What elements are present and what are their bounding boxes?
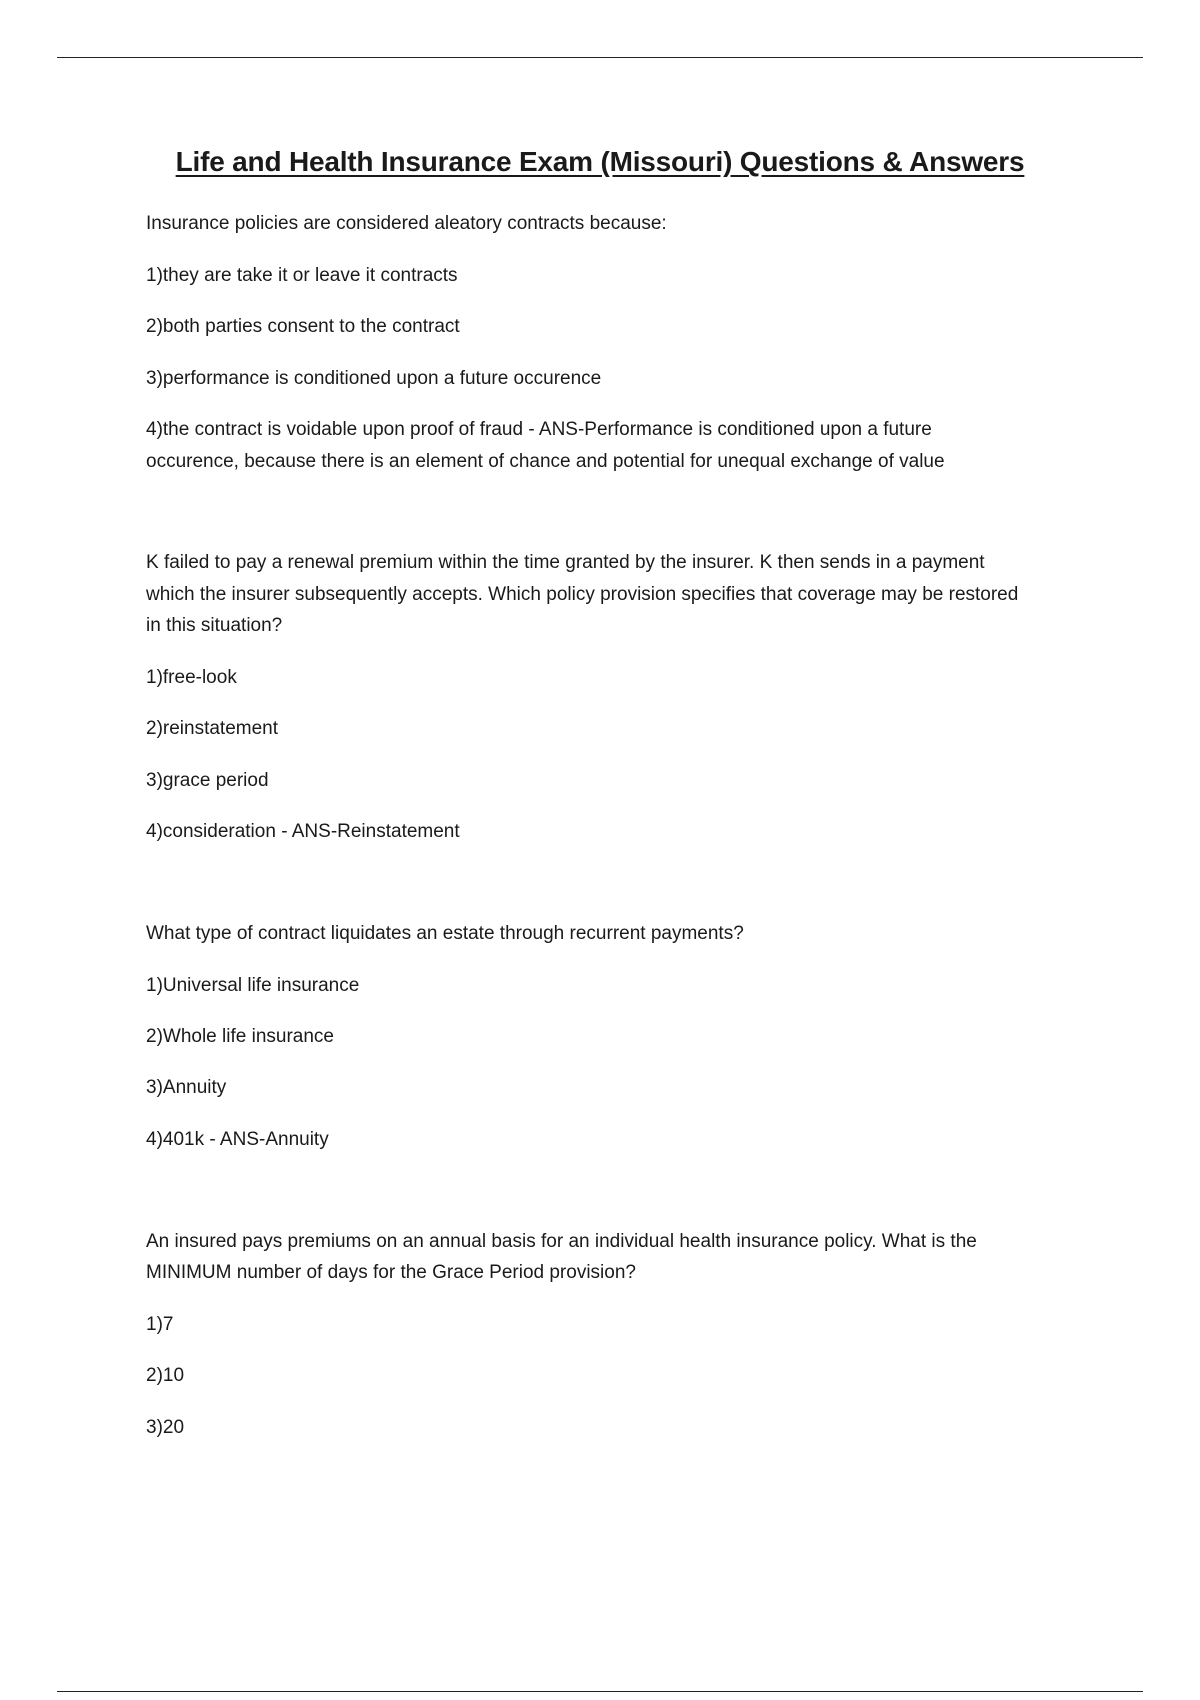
- question-2-text-line-1: K failed to pay a renewal premium within the time granted by the insurer. K then sends in a payment: [146, 552, 985, 573]
- question-2-text-line-2: which the insurer subsequently accepts. Which policy provision specifies that coverage may be restored: [146, 584, 1019, 605]
- question-2-option-1: 1)free-look: [146, 667, 237, 688]
- question-3-option-1: 1)Universal life insurance: [146, 975, 360, 996]
- question-1-text: Insurance policies are considered aleatory contracts because:: [146, 213, 667, 234]
- question-2-option-3: 3)grace period: [146, 770, 269, 791]
- question-4-option-2: 2)10: [146, 1365, 185, 1386]
- question-1-answer-continuation: occurence, because there is an element of chance and potential for unequal exchange of value: [146, 451, 945, 472]
- top-rule: [57, 57, 1143, 58]
- question-3-option-3: 3)Annuity: [146, 1077, 227, 1098]
- question-1-option-4: 4)the contract is voidable upon proof of fraud - ANS-Performance is conditioned upon a future: [146, 419, 932, 440]
- question-2-option-2: 2)reinstatement: [146, 718, 279, 739]
- bottom-rule: [57, 1691, 1143, 1692]
- question-3-option-4: 4)401k - ANS-Annuity: [146, 1129, 329, 1150]
- question-2-option-4: 4)consideration - ANS-Reinstatement: [146, 821, 460, 842]
- question-4-option-3: 3)20: [146, 1417, 185, 1438]
- document-title: Life and Health Insurance Exam (Missouri) Questions & Answers: [175, 146, 1025, 177]
- question-3-text: What type of contract liquidates an estate through recurrent payments?: [146, 923, 744, 944]
- question-4-option-1: 1)7: [146, 1314, 174, 1335]
- question-1-option-2: 2)both parties consent to the contract: [146, 316, 460, 337]
- question-1-option-1: 1)they are take it or leave it contracts: [146, 265, 458, 286]
- question-2-text-line-3: in this situation?: [146, 615, 283, 636]
- question-1-option-3: 3)performance is conditioned upon a future occurence: [146, 368, 602, 389]
- question-3-option-2: 2)Whole life insurance: [146, 1026, 334, 1047]
- question-4-text-line-1: An insured pays premiums on an annual basis for an individual health insurance policy. What is the: [146, 1231, 977, 1252]
- question-4-text-line-2: MINIMUM number of days for the Grace Period provision?: [146, 1262, 636, 1283]
